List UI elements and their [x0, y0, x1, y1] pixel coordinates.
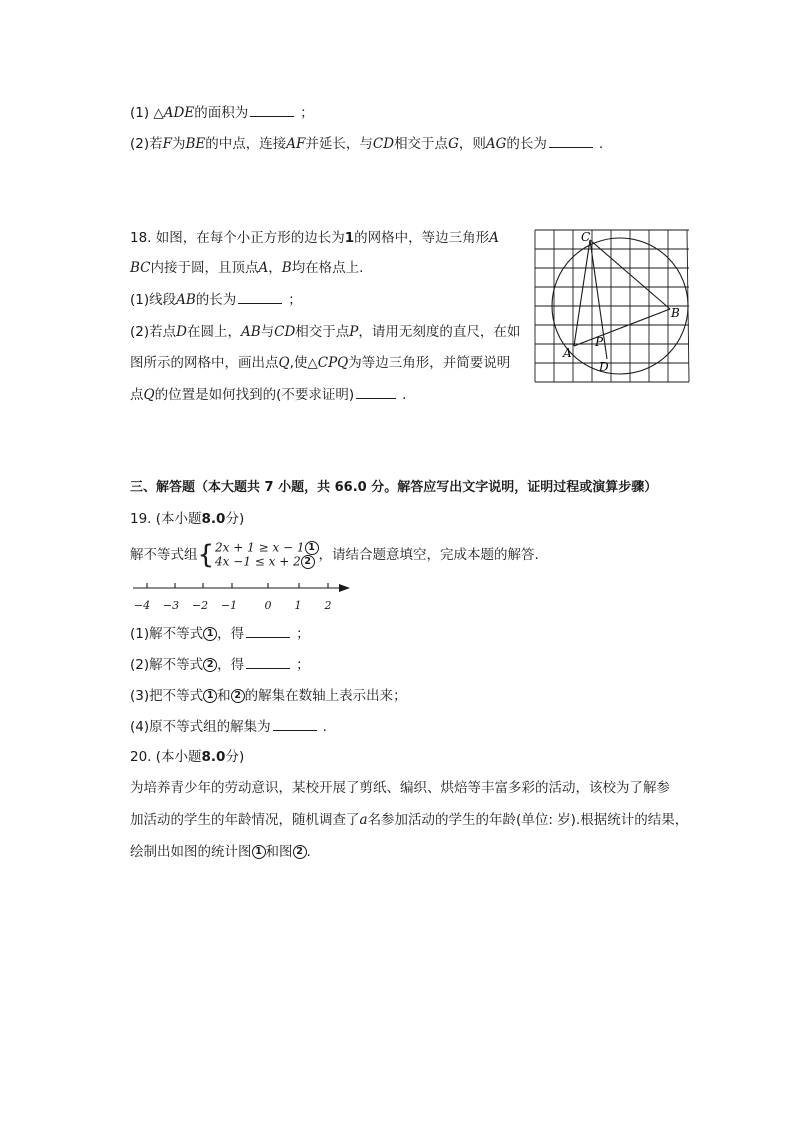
tick-label: −1 — [220, 599, 238, 612]
q18-line5: 图所示的网格中，画出点Q,使△CPQ为等边三角形，并简要说明 — [130, 355, 511, 371]
q17-part1: (1) △ADE的面积为 ； — [130, 105, 314, 121]
answer-blank[interactable] — [238, 290, 282, 304]
number-line-arrow — [339, 584, 350, 592]
q18-line2: BC内接于圆，且顶点A，B均在格点上. — [130, 260, 364, 276]
tick-label: −2 — [191, 599, 209, 612]
label-b: B — [671, 306, 680, 320]
q17-part2: (2)若F为BE的中点，连接AF并延长，与CD相交于点G，则AG的长为 . — [130, 136, 604, 152]
label-d: D — [599, 360, 609, 374]
section-3-heading: 三、解答题（本大题共 7 小题，共 66.0 分。解答应写出文字说明，证明过程或演算步骤） — [130, 480, 658, 495]
label-a: A — [563, 346, 572, 360]
q19-part2: (2)解不等式 2 ，得 ； — [130, 657, 310, 673]
q18-line1: 18. 如图，在每个小正方形的边长为1的网格中，等边三角形A — [130, 230, 499, 246]
q19-system: 解不等式组{2x + 1 ≥ x − 1 1 4x −1 ≤ x + 2 2 ，请结合题意填空，完成本题的解答. — [130, 540, 539, 570]
answer-blank[interactable] — [356, 385, 396, 399]
q19-part3: (3)把不等式 1 和 2 的解集在数轴上表示出来； — [130, 688, 407, 704]
label-p: P — [595, 335, 604, 349]
q18-line3: (1)线段AB的长为 ； — [130, 292, 302, 308]
tick-label: 0 — [264, 599, 272, 612]
tick-label: −4 — [133, 599, 151, 612]
number-line — [128, 580, 358, 616]
answer-blank[interactable] — [549, 134, 593, 148]
answer-blank[interactable] — [246, 624, 290, 638]
q18-line6: 点Q的位置是如何找到的(不要求证明) . — [130, 387, 407, 403]
q20-line2: 加活动的学生的年龄情况，随机调查了a名参加活动的学生的年龄(单位: 岁).根据统计的结果， — [130, 812, 689, 828]
q20-line1: 为培养青少年的劳动意识，某校开展了剪纸、编织、烘焙等丰富多彩的活动，该校为了解参 — [130, 780, 670, 796]
tick-label: 2 — [324, 599, 332, 612]
q20-line3: 绘制出如图的统计图 1 和图 2 . — [130, 844, 311, 860]
q19-part4: (4)原不等式组的解集为 . — [130, 719, 327, 735]
q19-part1: (1)解不等式 1 ，得 ； — [130, 626, 310, 642]
q20-header: 20. (本小题8.0分) — [130, 749, 245, 765]
tick-label: 1 — [294, 599, 302, 612]
answer-blank[interactable] — [250, 103, 294, 117]
q18-line4: (2)若点D在圆上，AB与CD相交于点P，请用无刻度的直尺，在如 — [130, 324, 521, 340]
q19-header: 19. (本小题8.0分) — [130, 511, 245, 527]
triangle-abc — [574, 240, 670, 346]
tick-label: −3 — [162, 599, 180, 612]
q18-grid-figure — [534, 229, 694, 389]
answer-blank[interactable] — [273, 717, 317, 731]
answer-blank[interactable] — [246, 655, 290, 669]
label-c: C — [581, 230, 591, 244]
